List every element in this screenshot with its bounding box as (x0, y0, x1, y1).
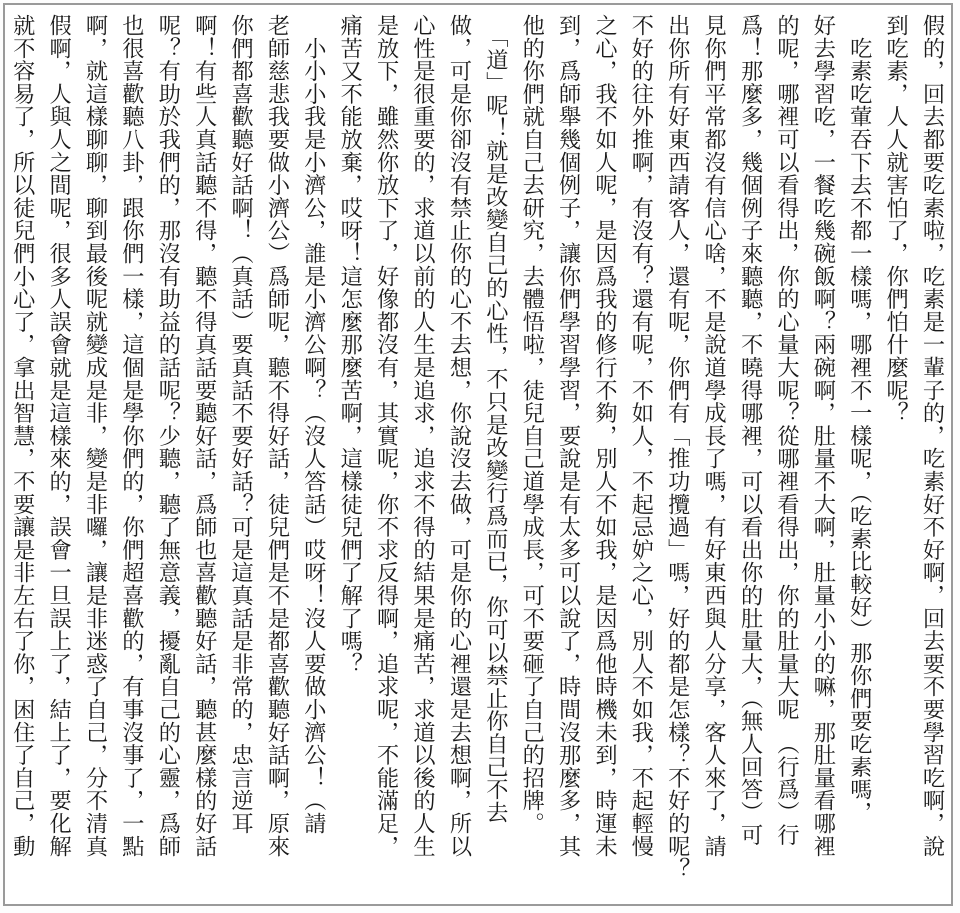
text-column: 到，爲師舉幾個例子，讓你們學習學習，要說是有太多可以說了，時間沒那麼多，其 (555, 14, 582, 858)
text-column: 做，可是你卻沒有禁止你的心不去想，你說沒去做，可是你的心裡還是去想啊，所以 (445, 14, 472, 858)
vertical-text-body (0, 14, 950, 902)
text-column: 他的你們就自己去研究，去體悟啦，徒兒自己道學成長，可不要砸了自己的招牌。 (518, 14, 545, 835)
text-column: 之心，我不如人呢，是因爲我的修行不夠，別人不如我，是因爲他時機未到，時運未 (591, 14, 618, 858)
text-column: 呢？有助於我們的，那沒有助益的話呢？少聽，聽了無意義，擾亂自己的心靈，爲師 (154, 14, 181, 858)
text-column: 吃素吃葷吞下去不都一樣嗎，哪裡不一樣呢，（吃素比較好）那你們要吃素嗎， (846, 14, 873, 824)
text-column: 老師慈悲我要做小濟公）爲師呢，聽不得好話，徒兒們是不是都喜歡聽好話啊，原來 (263, 14, 290, 858)
text-column: 好去學習吃，一餐吃幾碗飯啊？兩碗啊，肚量不大啊，肚量小小的嘛，那肚量看哪裡 (809, 14, 836, 858)
text-column: 就不容易了，所以徒兒們小心了，拿出智慧，不要讓是非左右了你，困住了自己，動 (9, 14, 36, 858)
text-column: 不好的往外推啊，有沒有？還有呢，不如人，不起忌妒之心，別人不如我，不起輕慢 (627, 14, 654, 858)
text-column: 啊，就這樣聊聊，聊到最後呢就變成是非，變是非囉，讓是非迷惑了自己，分不清真 (82, 14, 109, 858)
text-column: 到吃素，人人就害怕了，你們怕什麼呢？ (882, 14, 909, 425)
text-column: 爲！那麼多，幾個例子來聽聽，不曉得哪裡，可以看出你的肚量大，（無人回答）可 (737, 14, 764, 847)
text-column: 出你所有好東西請客人，還有呢，你們有「推功攬過」嗎，好的都是怎樣？不好的呢？ (664, 14, 691, 881)
text-column: 的呢，哪裡可以看得出，你的心量大呢？從哪裡看得出，你的肚量大呢 （行爲）行 (773, 14, 800, 847)
text-column: 假的，回去都要吃素啦，吃素是一輩子的，吃素好不好啊，回去要不要學習吃啊，說 (919, 14, 945, 858)
text-column: 「道」呢！就是改變自己的心性，不只是改變行爲而已，你可以禁止你自己不去 (482, 14, 509, 824)
text-column: 你們都喜歡聽好話啊！（真話）要真話不要好話？可是這真話是非常的，忠言逆耳 (227, 14, 254, 835)
text-column: 也很喜歡聽八卦，跟你們一樣，這個是學你們的，你們超喜歡的，有事沒事了，一點 (118, 14, 145, 858)
text-column: 啊！有些人真話聽不得，聽不得真話要聽好話，爲師也喜歡聽好話，聽甚麼樣的好話 (191, 14, 218, 858)
text-column: 假啊，人與人之間呢，很多人誤會就是這樣來的，誤會一旦誤上了，結上了，要化解 (45, 14, 72, 858)
text-column: 是放下，雖然你放下了，好像都沒有，其實呢，你不求反得啊，追求呢，不能滿足， (373, 14, 400, 858)
text-column: 見你們平常都沒有信心啥，不是說道學成長了嗎，有好東西與人分享，客人來了，請 (700, 14, 727, 858)
text-column: 小小小我是小濟公，誰是小濟公啊？（沒人答話）哎呀！沒人要做小濟公！（請 (300, 14, 327, 835)
text-column: 心性是很重要的，求道以前的人生是追求，追求不得的結果是痛苦，求道以後的人生 (409, 14, 436, 858)
text-column: 痛苦又不能放棄，哎呀！這怎麼那麼苦啊，這樣徒兒們了解了嗎？ (336, 14, 363, 676)
